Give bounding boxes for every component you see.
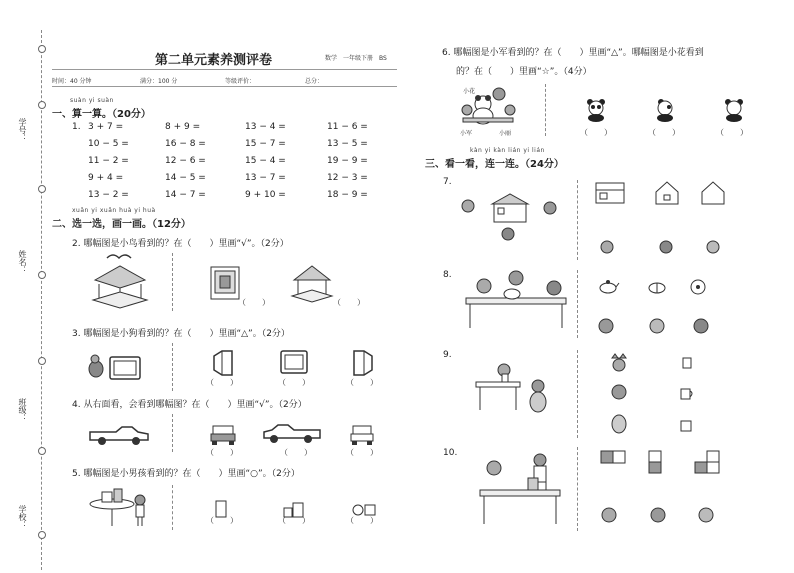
question-8-number: 8. <box>443 270 452 280</box>
arith-problem: 14 − 7 = <box>165 190 206 200</box>
cat-side-view <box>610 383 628 401</box>
punch-hole <box>38 531 46 539</box>
pickup-truck-side-view <box>88 426 150 446</box>
arith-problem: 15 − 4 = <box>245 156 286 166</box>
section3-heading: 三、看一看，连一连。（24分） <box>425 159 564 170</box>
punch-hole <box>38 271 46 279</box>
subject-label: 数学 一年级下册 BS <box>325 55 387 62</box>
child-face-view <box>650 506 666 524</box>
punch-hole <box>38 447 46 455</box>
cup-view-narrow <box>682 357 692 369</box>
panda-front-view <box>586 98 606 122</box>
house-side-view-window <box>655 181 679 205</box>
house-side-view-plain <box>701 181 725 205</box>
answer-parens[interactable]: （ ） <box>716 128 748 137</box>
school-label: 学校： <box>18 505 27 529</box>
arith-problem: 15 − 7 = <box>245 139 286 149</box>
answer-parens[interactable]: （ ） <box>278 378 310 387</box>
cup-view-wide <box>680 420 694 432</box>
answer-parens[interactable]: （ ） <box>346 448 378 457</box>
question-10-number: 10. <box>443 448 458 458</box>
question-5: 5. 哪幅图是小男孩看到的？在（ ）里画“○”。（2分） <box>72 469 300 479</box>
arith-problem: 13 − 7 = <box>245 173 286 183</box>
table-with-boxes-and-boy-illustration <box>88 488 150 528</box>
kids-around-house-illustration <box>458 192 568 244</box>
arith-problem: 12 − 6 = <box>165 156 206 166</box>
arith-problem: 10 − 5 = <box>88 139 129 149</box>
punch-hole <box>38 185 46 193</box>
question-7-number: 7. <box>443 177 452 187</box>
section2-heading: 二、选一选，画一画。（12分） <box>52 219 191 230</box>
teapot-front-view <box>648 278 666 294</box>
class-label: 班级： <box>18 398 27 422</box>
truck-front-view <box>210 424 236 446</box>
house-front-view <box>595 182 625 204</box>
cat-front-view <box>610 354 628 372</box>
dog-and-tv-illustration <box>88 353 143 381</box>
time-info: 时间：40 分钟 <box>52 78 92 85</box>
arith-problem: 11 − 2 = <box>88 156 129 166</box>
answer-parens[interactable]: （ ） <box>206 516 238 525</box>
arith-problem: 8 + 9 = <box>165 122 201 132</box>
section1-heading: 一、算一算。（20分） <box>52 109 151 120</box>
answer-parens[interactable]: （ ） <box>333 298 365 307</box>
section2-pinyin: xuǎn yi xuǎn huà yi huà <box>72 207 156 214</box>
answer-parens[interactable]: （ ） <box>648 128 680 137</box>
child-face-view <box>598 318 614 334</box>
answer-parens[interactable]: （ ） <box>238 298 270 307</box>
arith-problem: 11 − 6 = <box>327 122 368 132</box>
arith-problem: 13 − 4 = <box>245 122 286 132</box>
header-rule <box>52 69 397 70</box>
teapot-side-view <box>597 278 619 294</box>
cat-back-view <box>610 412 628 434</box>
punch-hole <box>38 45 46 53</box>
page-title: 第二单元素养测评卷 <box>155 53 273 68</box>
section3-pinyin: kàn yi kàn lián yi lián <box>470 147 545 154</box>
label-xiaohua: 小花 <box>463 88 476 95</box>
question-3: 3. 哪幅图是小狗看到的？在（ ）里画“△”。（2分） <box>72 329 290 339</box>
top-view-gazebo <box>210 266 240 300</box>
arith-problem: 3 + 7 = <box>88 122 124 132</box>
child-face-view <box>600 240 614 254</box>
arith-problem: 12 − 3 = <box>327 173 368 183</box>
question-divider <box>577 270 578 338</box>
answer-parens[interactable]: （ ） <box>280 448 312 457</box>
punch-hole <box>38 101 46 109</box>
child-face-view <box>693 318 709 334</box>
student-number-label: 学号： <box>18 118 27 142</box>
question-2: 2. 哪幅图是小鸟看到的？在（ ）里画“√”。（2分） <box>72 239 289 249</box>
arith-problem: 19 − 9 = <box>327 156 368 166</box>
arith-problem: 13 − 2 = <box>88 190 129 200</box>
label-xiaojun: 小军 <box>460 130 473 137</box>
arith-problem: 18 − 9 = <box>327 190 368 200</box>
total-info: 总分： <box>305 78 324 85</box>
label-xiaoli: 小丽 <box>499 130 512 137</box>
gazebo-with-bird-illustration <box>85 250 155 312</box>
panda-side-view <box>655 98 675 122</box>
blocks-view-c <box>694 450 720 474</box>
punch-hole <box>38 357 46 365</box>
tv-front-view <box>280 350 308 374</box>
side-view-gazebo <box>292 264 334 304</box>
arith-problem: 14 − 5 = <box>165 173 206 183</box>
binding-line <box>41 30 42 570</box>
header-rule <box>52 86 397 87</box>
question-4: 4. 从右面看，会看到哪幅图？在（ ）里画“√”。（2分） <box>72 400 307 410</box>
question-divider <box>545 84 546 136</box>
answer-parens[interactable]: （ ） <box>346 378 378 387</box>
blocks-view-a <box>600 450 626 464</box>
arith-problem: 13 − 5 = <box>327 139 368 149</box>
tv-side-view-left <box>212 350 234 376</box>
child-face-view <box>649 318 665 334</box>
truck-back-view <box>350 424 374 446</box>
arith-problem: 9 + 4 = <box>88 173 124 183</box>
grade-info: 等级评价： <box>225 78 256 85</box>
name-label: 姓名： <box>18 250 27 274</box>
answer-parens[interactable]: （ ） <box>278 516 310 525</box>
question-divider <box>172 485 173 530</box>
answer-parens[interactable]: （ ） <box>346 516 378 525</box>
child-face-view <box>698 506 714 524</box>
panda-back-view <box>724 98 744 122</box>
answer-parens[interactable]: （ ） <box>206 378 238 387</box>
tv-side-view-right <box>352 350 374 376</box>
question-number: 1. <box>72 122 81 132</box>
question-9-number: 9. <box>443 350 452 360</box>
question-6-line2: 的？在（ ）里画“☆”。（4分） <box>456 67 592 77</box>
arith-problem: 16 − 8 = <box>165 139 206 149</box>
question-divider <box>172 414 173 452</box>
answer-parens[interactable]: （ ） <box>206 448 238 457</box>
question-6-line1: 6. 哪幅图是小军看到的？在（ ）里画“△”。哪幅图是小花看到 <box>442 48 704 58</box>
answer-parens[interactable]: （ ） <box>580 128 612 137</box>
teapot-top-view <box>689 278 707 294</box>
child-face-view <box>659 240 673 254</box>
question-divider <box>172 343 173 391</box>
cats-around-table-with-cup-illustration <box>472 362 552 420</box>
cup-view-handle <box>680 388 694 400</box>
child-face-view <box>601 506 617 524</box>
kids-at-table-with-blocks-illustration <box>476 452 566 528</box>
kids-at-table-with-teapot-illustration <box>462 270 572 330</box>
question-divider <box>577 447 578 531</box>
blocks-view-b <box>648 450 662 474</box>
score-info: 满分：100 分 <box>140 78 178 85</box>
child-face-view <box>706 240 720 254</box>
arith-problem: 9 + 10 = <box>245 190 286 200</box>
question-divider <box>577 350 578 438</box>
question-divider <box>172 253 173 311</box>
question-divider <box>577 180 578 260</box>
truck-side-view-reversed <box>262 424 322 444</box>
section1-pinyin: suàn yi suàn <box>70 97 114 104</box>
